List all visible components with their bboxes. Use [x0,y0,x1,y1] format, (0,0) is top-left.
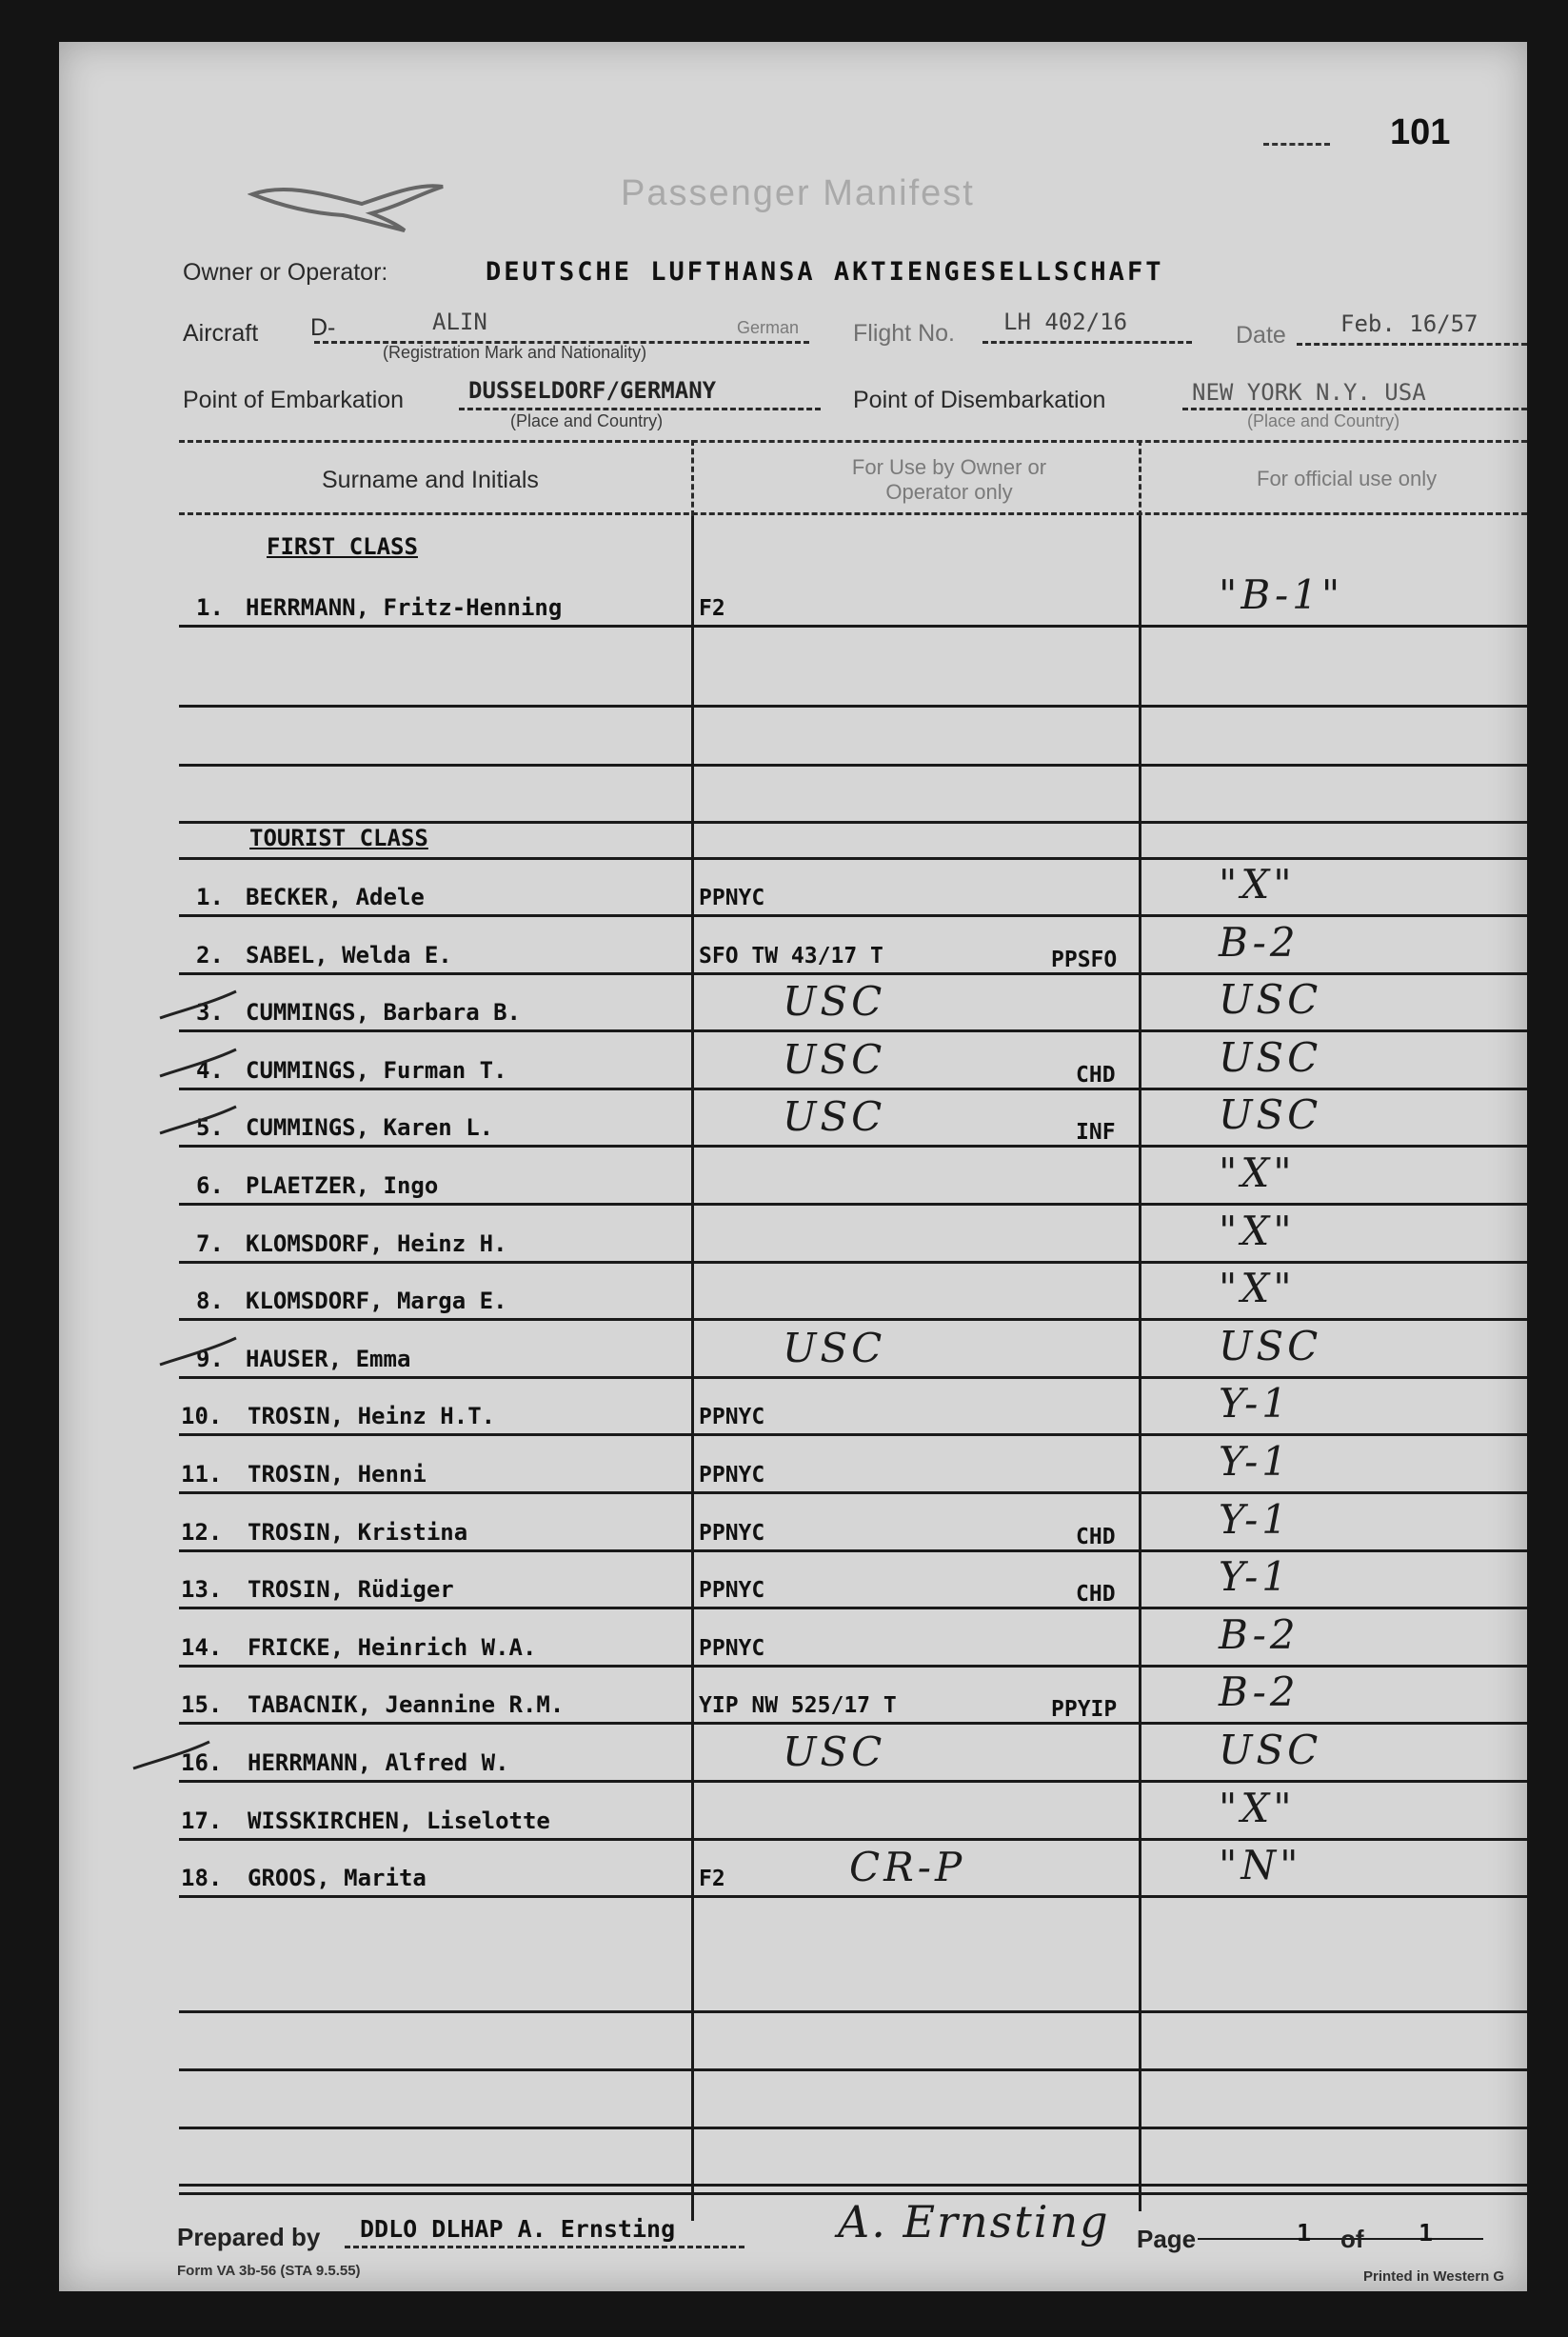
passenger-name: BECKER, Adele [246,884,425,910]
prepared-by-label: Prepared by [177,2223,321,2251]
page-current: 1 [1297,2219,1312,2247]
disembark-caption: (Place and Country) [1247,411,1400,430]
row-number: 11. [181,1461,223,1488]
row-number: 17. [181,1807,223,1834]
owner-code-right: PPSFO [1051,947,1118,972]
passenger-name: WISSKIRCHEN, Liselotte [248,1807,550,1834]
row-number: 16. [181,1749,223,1776]
row-number: 13. [181,1576,223,1604]
owner-handwritten-mark: USC [783,1093,886,1141]
tick-mark [154,1101,240,1142]
owner-handwritten-mark: USC [783,978,886,1026]
printed-note: Printed in Western G [1363,2268,1505,2285]
passenger-name: CUMMINGS, Barbara B. [246,999,521,1027]
passenger-name: KLOMSDORF, Marga E. [246,1288,507,1315]
official-mark: USC [1219,976,1322,1024]
row-rule [179,1376,1527,1379]
row-number: 8. [196,1288,224,1315]
owner-code: PPNYC [699,1520,765,1546]
owner-code: PPNYC [699,1635,765,1661]
passenger-name: CUMMINGS, Karen L. [246,1114,494,1142]
disembark-label: Point of Disembarkation [853,387,1106,413]
row-rule [179,914,1527,917]
embark-value: DUSSELDORF/GERMANY [468,377,717,404]
tick-mark [154,1044,240,1082]
row-rule [179,1261,1527,1264]
flight-label: Flight No. [853,320,955,347]
row-rule [179,1895,1527,1898]
passenger-name: TROSIN, Heinz H.T. [248,1403,496,1430]
owner-code: PPNYC [699,1463,765,1488]
owner-code: F2 [699,596,725,621]
owner-handwritten-mark: USC [783,1035,886,1083]
row-number: 3. [196,999,224,1027]
row-number: 15. [181,1691,223,1719]
col-header-surname: Surname and Initials [322,467,539,493]
row-rule [179,2184,1527,2187]
official-mark: Y-1 [1219,1553,1292,1601]
page-number: 101 [1390,112,1451,152]
page-of-label: of [1340,2225,1364,2253]
row-number: 12. [181,1518,223,1546]
col-header-official: For official use only [1257,467,1438,490]
owner-code: SFO TW 43/17 T [699,943,883,969]
aircraft-prefix: D- [310,314,336,341]
owner-code: PPNYC [699,886,765,910]
owner-code-right: PPYIP [1051,1697,1118,1723]
form-code: Form VA 3b-56 (STA 9.5.55) [177,2263,361,2279]
row-number: 18. [181,1865,223,1892]
row-number: 5. [196,1114,224,1142]
embark-caption: (Place and Country) [510,411,664,430]
row-number: 1. [196,594,224,621]
official-mark: Y-1 [1219,1380,1292,1428]
owner-handwritten-mark: CR-P [849,1844,966,1891]
passenger-name: SABEL, Welda E. [246,941,452,969]
owner-code: PPNYC [699,1405,765,1430]
row-number: 14. [181,1633,223,1661]
row-rule [179,625,1527,628]
official-mark: "X" [1219,1149,1296,1196]
tourist-class-heading: TOURIST CLASS [249,825,428,851]
owner-label: Owner or Operator: [183,259,388,286]
aircraft-registration: ALIN [432,309,487,335]
row-rule [179,821,1527,824]
official-mark: "B-1" [1219,571,1344,618]
col-header-owner-use: For Use by Owner or Operator only [851,455,1047,504]
official-mark: "X" [1219,861,1296,908]
passenger-name: GROOS, Marita [248,1865,427,1892]
aircraft-label: Aircraft [183,320,259,347]
row-rule [179,2010,1527,2013]
passenger-name: HERRMANN, Alfred W. [248,1749,509,1776]
passenger-name: TROSIN, Henni [248,1461,427,1488]
owner-code: F2 [699,1867,725,1892]
row-rule [179,1145,1527,1148]
official-mark: B-2 [1219,1668,1300,1716]
official-mark: Y-1 [1219,1495,1292,1543]
passenger-name: FRICKE, Heinrich W.A. [248,1633,537,1661]
row-rule [179,1665,1527,1668]
date-label: Date [1236,322,1286,349]
disembark-value: NEW YORK N.Y. USA [1192,379,1426,406]
embark-label: Point of Embarkation [183,387,405,413]
official-mark: USC [1219,1091,1322,1139]
prepared-by-value: DDLO DLHAP A. Ernsting [360,2215,676,2243]
row-rule [179,764,1527,767]
row-rule [179,1607,1527,1609]
owner-code: YIP NW 525/17 T [699,1693,897,1719]
owner-value: DEUTSCHE LUFTHANSA AKTIENGESELLSCHAFT [486,257,1164,287]
passenger-name: HAUSER, Emma [246,1345,411,1372]
preparer-signature: A. Ernsting [838,2196,1110,2247]
airline-crane-logo [248,166,447,232]
official-mark: "X" [1219,1784,1296,1831]
owner-code: PPNYC [699,1578,765,1604]
tick-mark [128,1736,213,1774]
manifest-sheet [59,42,1527,2291]
official-mark: B-2 [1219,1610,1300,1658]
passenger-name: TROSIN, Kristina [248,1518,468,1546]
row-rule [179,1838,1527,1841]
document-title: Passenger Manifest [621,173,975,213]
official-mark: USC [1219,1033,1322,1081]
row-rule [179,1780,1527,1783]
aircraft-nationality: German [737,318,800,337]
official-mark: USC [1219,1727,1322,1773]
row-rule [179,1029,1527,1032]
official-mark: USC [1219,1322,1322,1369]
row-number: 7. [196,1229,224,1257]
aircraft-caption: (Registration Mark and Nationality) [383,343,647,362]
row-rule [179,2068,1527,2071]
official-mark: "X" [1219,1265,1296,1312]
row-number: 1. [196,884,224,910]
row-number: 2. [196,941,224,969]
owner-code-right: INF [1076,1120,1116,1146]
row-number: 9. [196,1345,224,1372]
row-rule [179,972,1527,975]
row-rule [179,1433,1527,1436]
owner-code-right: CHD [1076,1062,1116,1088]
row-rule [179,1318,1527,1321]
passenger-name: HERRMANN, Fritz-Henning [246,594,563,621]
owner-handwritten-mark: USC [783,1728,886,1775]
official-mark: Y-1 [1219,1438,1292,1485]
row-number: 10. [181,1403,223,1430]
flight-value: LH 402/16 [1003,309,1128,335]
owner-handwritten-mark: USC [783,1324,886,1371]
row-rule [179,2127,1527,2129]
passenger-name: PLAETZER, Ingo [246,1172,439,1199]
passenger-name: TABACNIK, Jeannine R.M. [248,1691,565,1719]
owner-code-right: CHD [1076,1582,1116,1608]
row-rule [179,1491,1527,1494]
page-label: Page [1137,2225,1197,2253]
official-mark: "X" [1219,1207,1296,1254]
passenger-name: CUMMINGS, Furman T. [246,1056,507,1084]
row-rule [179,1203,1527,1206]
row-rule [179,705,1527,708]
official-mark: "N" [1219,1842,1302,1889]
row-rule [179,1722,1527,1725]
first-class-heading: FIRST CLASS [267,533,418,560]
row-rule [179,1088,1527,1090]
row-rule [179,857,1527,860]
tick-mark [154,1332,240,1370]
page-total: 1 [1419,2219,1434,2247]
passenger-name: KLOMSDORF, Heinz H. [246,1229,507,1257]
tick-mark [154,986,240,1027]
row-number: 4. [196,1056,224,1084]
row-rule [179,1549,1527,1552]
date-value: Feb. 16/57 [1340,310,1479,337]
row-number: 6. [196,1172,224,1199]
passenger-name: TROSIN, Rüdiger [248,1576,454,1604]
page-dashes [1263,143,1330,146]
official-mark: B-2 [1219,918,1300,966]
owner-code-right: CHD [1076,1524,1116,1549]
